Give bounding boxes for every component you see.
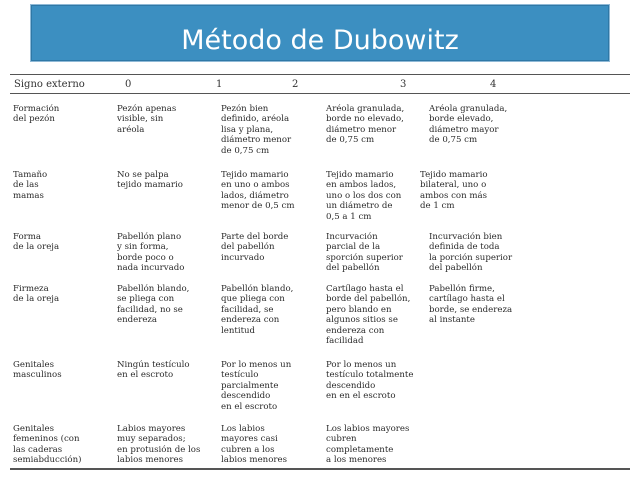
row2-col1: Tejido mamario en uno o ambos lados, diámetro menor de 0,5 cm <box>221 170 295 212</box>
table-header-rule <box>10 93 630 94</box>
row3-sign: Forma de la oreja <box>13 232 60 253</box>
table-top-rule <box>10 74 630 75</box>
row6-sign: Genitales femeninos (con las caderas semiabducción) <box>13 424 82 466</box>
row3-col0: Pabellón plano y sin forma, borde poco o nada incurvado <box>117 232 185 274</box>
table-bottom-rule <box>10 468 630 470</box>
header-sign: Signo externo <box>14 79 85 90</box>
header-score-3: 3 <box>400 79 407 90</box>
title-banner <box>30 4 610 62</box>
row1-col1: Pezón bien definido, aréola lisa y plana, diámetro menor de 0,75 cm <box>221 104 292 156</box>
row3-col3: Incurvación bien definida de toda la porción superior del pabellón <box>429 232 513 274</box>
row2-sign: Tamaño de las mamas <box>13 170 48 201</box>
row2-col0: No se palpa tejido mamario <box>117 170 183 191</box>
row6-col1: Los labios mayores casi cubren a los labios menores <box>221 424 287 466</box>
row1-col0: Pezón apenas visible, sin aréola <box>117 104 177 135</box>
row2-col2: Tejido mamario en ambos lados, uno o los dos con un diámetro de 0,5 a 1 cm <box>326 170 402 222</box>
row3-col2: Incurvación parcial de la sporción superior del pabellón <box>326 232 403 274</box>
row4-col2: Cartílago hasta el borde del pabellón, pero blando en algunos sitios se endereza con facilidad <box>326 284 411 347</box>
header-score-1: 1 <box>216 79 223 90</box>
row1-col3: Aréola granulada, borde elevado, diámetro mayor de 0,75 cm <box>429 104 508 146</box>
row1-sign: Formación del pezón <box>13 104 60 125</box>
row5-col0: Ningún testículo en el escroto <box>117 360 190 381</box>
row3-col1: Parte del borde del pabellón incurvado <box>221 232 289 263</box>
row5-sign: Genitales masculinos <box>13 360 62 381</box>
row5-col2: Por lo menos un testículo totalmente descendido en en el escroto <box>326 360 414 402</box>
row4-col1: Pabellón blando, que pliega con facilidad, se endereza con lentitud <box>221 284 294 336</box>
row2-col3: Tejido mamario bilateral, uno o ambos con más de 1 cm <box>420 170 488 212</box>
header-score-2: 2 <box>292 79 299 90</box>
row6-col2: Los labios mayores cubren completamente a los menores <box>326 424 410 466</box>
row4-sign: Firmeza de la oreja <box>13 284 60 305</box>
row6-col0: Labios mayores muy separados; en protusión de los labios menores <box>117 424 201 466</box>
header-score-0: 0 <box>125 79 132 90</box>
row4-col0: Pabellón blando, se pliega con facilidad, no se endereza <box>117 284 190 326</box>
row4-col3: Pabellón firme, cartílago hasta el borde, se endereza al instante <box>429 284 513 326</box>
row1-col2: Aréola granulada, borde no elevado, diámetro menor de 0,75 cm <box>326 104 405 146</box>
row5-col1: Por lo menos un testículo parcialmente descendido en el escroto <box>221 360 292 412</box>
header-score-4: 4 <box>490 79 497 90</box>
page-title: Método de Dubowitz <box>181 25 459 56</box>
